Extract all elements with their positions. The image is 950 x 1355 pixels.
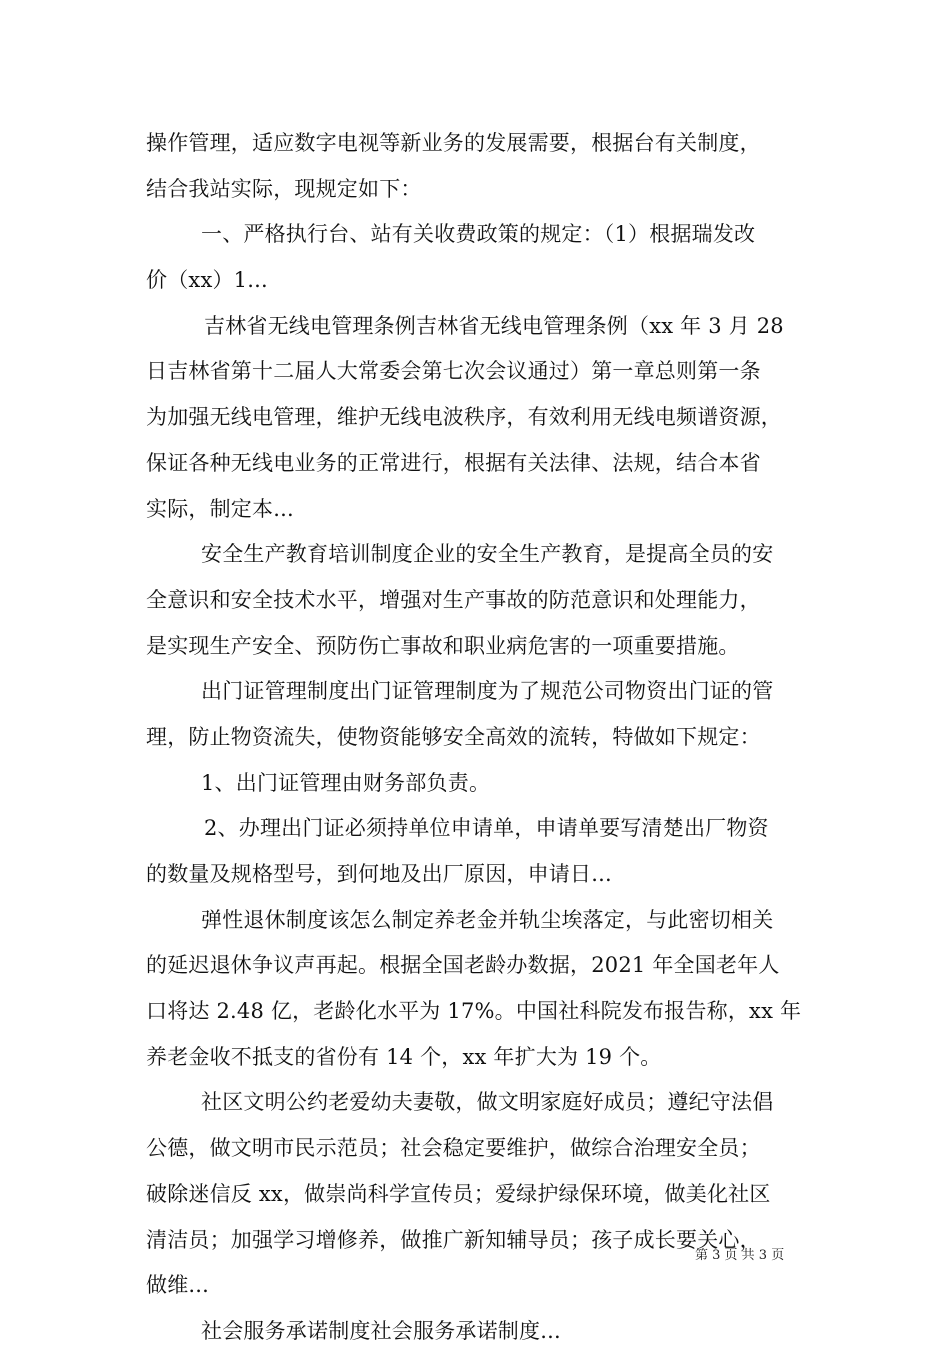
paragraph-start: 1、出门证管理由财务部负责。 bbox=[201, 770, 491, 795]
paragraph-start: 2、办理出门证必须持单位申请单，申请单要写清楚出厂物资 bbox=[204, 816, 769, 841]
text-line: 实际，制定本... bbox=[146, 496, 294, 521]
text-line: 保证各种无线电业务的正常进行，根据有关法律、法规，结合本省 bbox=[146, 450, 761, 475]
text-line: 的延迟退休争议声再起。根据全国老龄办数据，2021 年全国老年人 bbox=[146, 953, 780, 978]
paragraph-start: 弹性退休制度该怎么制定养老金并轨尘埃落定，与此密切相关 bbox=[201, 907, 774, 932]
text-line: 清洁员；加强学习增修养，做推广新知辅导员；孩子成长要关心， bbox=[146, 1227, 761, 1252]
page-number-footer: 第 3 页 共 3 页 bbox=[695, 1248, 785, 1263]
paragraph-start: 一、严格执行台、站有关收费政策的规定：（1）根据瑞发改 bbox=[201, 222, 756, 247]
text-line: 的数量及规格型号，到何地及出厂原因，申请日... bbox=[146, 862, 612, 886]
text-line: 理，防止物资流失，使物资能够安全高效的流转，特做如下规定： bbox=[146, 724, 761, 749]
paragraph-start: 安全生产教育培训制度企业的安全生产教育，是提高全员的安 bbox=[201, 542, 774, 567]
text-line: 做维... bbox=[146, 1273, 210, 1298]
text-line: 全意识和安全技术水平，增强对生产事故的防范意识和处理能力， bbox=[146, 587, 761, 612]
text-line: 是实现生产安全、预防伤亡事故和职业病危害的一项重要措施。 bbox=[146, 633, 740, 658]
text-line: 公德，做文明市民示范员；社会稳定要维护，做综合治理安全员； bbox=[146, 1136, 761, 1161]
paragraph-start: 出门证管理制度出门证管理制度为了规范公司物资出门证的管 bbox=[201, 679, 774, 704]
paragraph-start: 社会服务承诺制度社会服务承诺制度... bbox=[201, 1318, 561, 1343]
text-line: 结合我站实际，现规定如下： bbox=[146, 176, 422, 201]
document-body bbox=[146, 121, 810, 1355]
paragraph-start: 社区文明公约老爱幼夫妻敬，做文明家庭好成员；遵纪守法倡 bbox=[201, 1090, 774, 1115]
text-line: 养老金收不抵支的省份有 14 个，xx 年扩大为 19 个。 bbox=[146, 1044, 662, 1069]
text-line: 操作管理，适应数字电视等新业务的发展需要，根据台有关制度， bbox=[146, 131, 761, 155]
paragraph-start: 吉林省无线电管理条例吉林省无线电管理条例（xx 年 3 月 28 bbox=[204, 313, 784, 338]
text-line: 价（xx）1... bbox=[146, 268, 268, 293]
text-line: 口将达 2.48 亿，老龄化水平为 17%。中国社科院发布报告称，xx 年 bbox=[146, 999, 802, 1024]
text-line: 为加强无线电管理，维护无线电波秩序，有效利用无线电频谱资源， bbox=[146, 405, 782, 430]
text-line: 日吉林省第十二届人大常委会第七次会议通过）第一章总则第一条 bbox=[146, 359, 761, 384]
text-line: 破除迷信反 xx，做崇尚科学宣传员；爱绿护绿保环境，做美化社区 bbox=[146, 1181, 771, 1206]
